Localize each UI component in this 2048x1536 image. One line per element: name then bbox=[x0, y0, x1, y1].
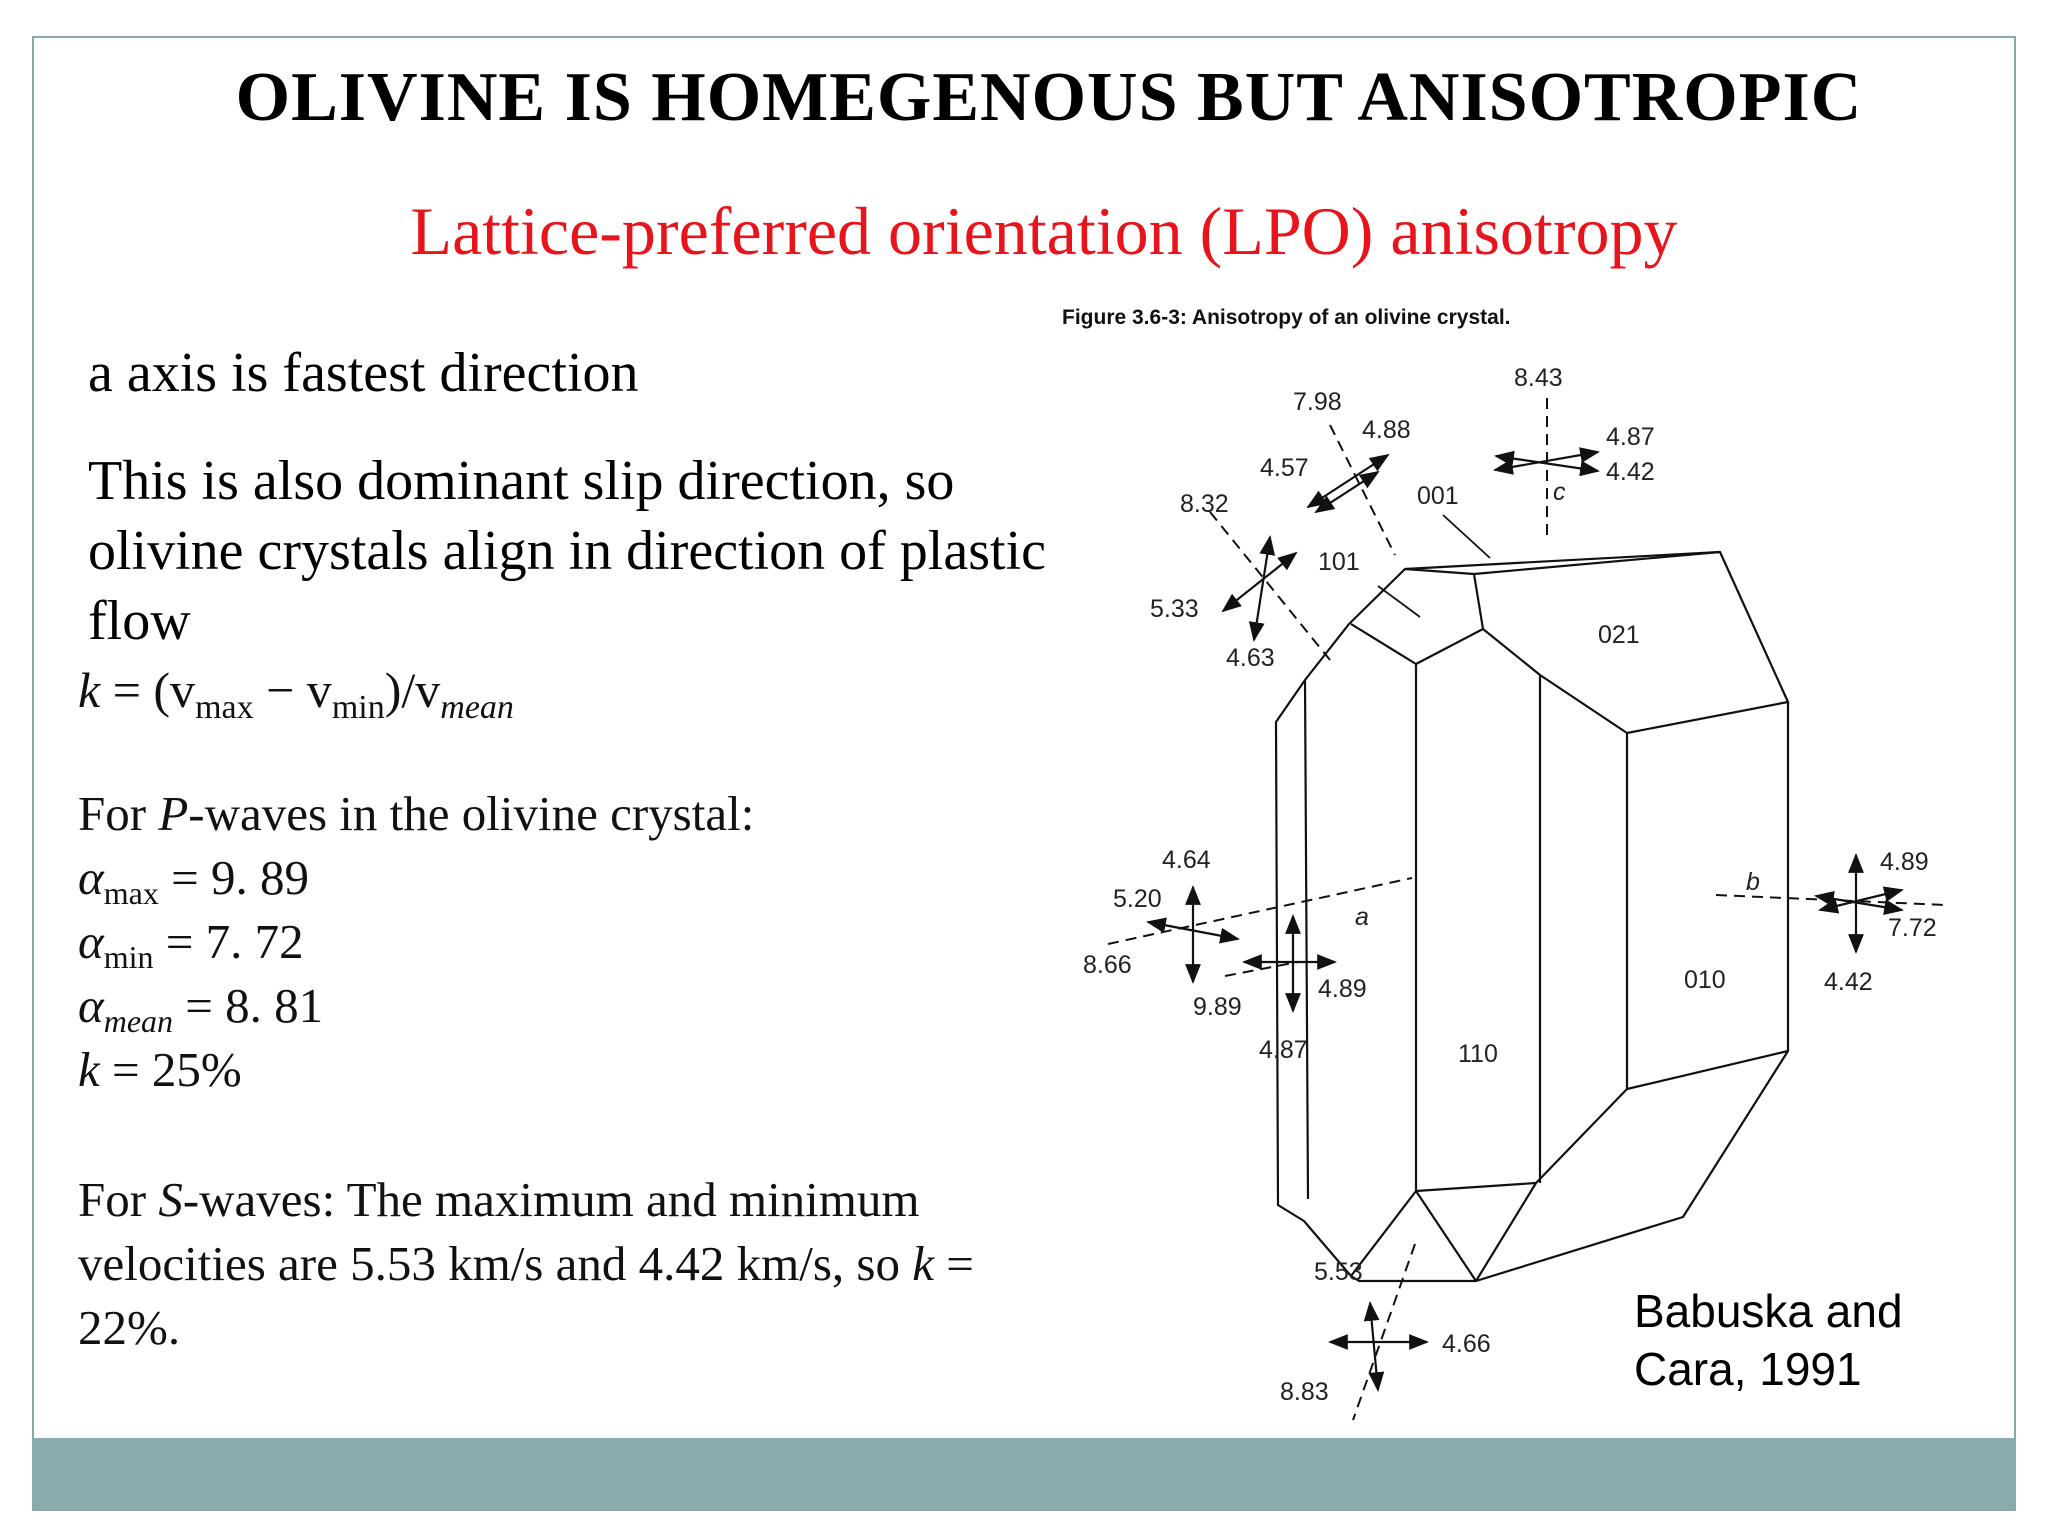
face-010-label: 010 bbox=[1684, 966, 1726, 994]
formula-eq: = (v bbox=[100, 662, 196, 718]
label-9-89: 9.89 bbox=[1193, 993, 1242, 1021]
label-4-64: 4.64 bbox=[1162, 846, 1211, 874]
label-4-42-b: 4.42 bbox=[1824, 968, 1873, 996]
p-intro-a: For bbox=[78, 786, 159, 841]
citation-line-2: Cara, 1991 bbox=[1634, 1343, 1862, 1395]
formula-minus: − v bbox=[253, 662, 332, 718]
s-text-a: For bbox=[78, 1172, 159, 1227]
label-4-66: 4.66 bbox=[1442, 1330, 1491, 1358]
arrow-4-63 bbox=[1254, 537, 1270, 640]
arrow-5-53 bbox=[1370, 1303, 1378, 1390]
a-axis-tail bbox=[1225, 962, 1298, 976]
k-p-value: = 25% bbox=[99, 1042, 242, 1097]
k-symbol: k bbox=[78, 1042, 100, 1097]
s-text-s: S bbox=[158, 1172, 183, 1227]
face-101-leader bbox=[1378, 586, 1420, 617]
formula-max: max bbox=[195, 689, 254, 726]
label-8-66: 8.66 bbox=[1083, 951, 1132, 979]
citation-line-1: Babuska and bbox=[1634, 1285, 1903, 1337]
slide-subtitle: Lattice-preferred orientation (LPO) anisotropy bbox=[410, 193, 1678, 269]
s-text-b: -waves: The maximum and minimum velocities are 5.53 km/s and 4.42 km/s, so bbox=[78, 1172, 920, 1291]
alpha-symbol: α bbox=[78, 850, 104, 905]
label-4-87-c: 4.87 bbox=[1606, 423, 1655, 451]
s-text-c: = 22%. bbox=[78, 1236, 974, 1355]
label-5-33: 5.33 bbox=[1150, 595, 1199, 623]
alpha-max-sub: max bbox=[103, 875, 159, 911]
label-7-72: 7.72 bbox=[1888, 914, 1937, 942]
formula-min: min bbox=[331, 689, 385, 726]
formula-div: )/v bbox=[384, 662, 441, 718]
label-4-88: 4.88 bbox=[1362, 416, 1411, 444]
alpha-mean-value: = 8. 81 bbox=[173, 978, 324, 1033]
bullet-fastest-direction: a axis is fastest direction bbox=[88, 342, 639, 404]
s-text-k: k bbox=[912, 1236, 934, 1291]
b-axis-line bbox=[1716, 895, 1946, 905]
alpha-min-value: = 7. 72 bbox=[153, 914, 304, 969]
bullet-slip-direction: This is also dominant slip direction, so olivine crystals align in direction of plastic flow bbox=[88, 450, 1046, 652]
axis-8-32-line bbox=[1210, 512, 1330, 660]
formula-mean: mean bbox=[440, 689, 514, 726]
b-axis-letter: b bbox=[1746, 868, 1760, 896]
label-7-98: 7.98 bbox=[1293, 388, 1342, 416]
arrow-4-57 bbox=[1316, 472, 1378, 512]
face-021-label: 021 bbox=[1598, 621, 1640, 649]
crystal-outline bbox=[1276, 552, 1788, 1281]
label-8-83: 8.83 bbox=[1280, 1378, 1329, 1406]
label-8-32: 8.32 bbox=[1180, 490, 1229, 518]
figure-caption: Figure 3.6-3: Anisotropy of an olivine crystal. bbox=[1062, 306, 1511, 329]
face-101-label: 101 bbox=[1318, 548, 1360, 576]
face-001-label: 001 bbox=[1417, 482, 1459, 510]
axis-7-98-line bbox=[1330, 425, 1395, 555]
alpha-symbol: α bbox=[78, 978, 104, 1033]
label-4-89-b: 4.89 bbox=[1880, 848, 1929, 876]
label-5-53: 5.53 bbox=[1314, 1258, 1363, 1286]
label-4-42-c: 4.42 bbox=[1606, 458, 1655, 486]
alpha-mean-sub: mean bbox=[103, 1003, 174, 1039]
p-intro-p: P bbox=[158, 786, 189, 841]
velocity-labels bbox=[1083, 364, 1937, 1406]
p-intro-b: -waves in the olivine crystal: bbox=[188, 786, 755, 841]
label-5-20: 5.20 bbox=[1113, 885, 1162, 913]
c-axis-letter: c bbox=[1553, 478, 1566, 506]
label-4-57: 4.57 bbox=[1260, 454, 1309, 482]
a-axis-letter: a bbox=[1355, 903, 1369, 931]
face-001-leader bbox=[1443, 515, 1490, 558]
alpha-max-value: = 9. 89 bbox=[158, 850, 309, 905]
face-110-label: 110 bbox=[1458, 1040, 1498, 1068]
slide-title: OLIVINE IS HOMEGENOUS BUT ANISOTROPIC bbox=[235, 59, 1863, 136]
alpha-min-sub: min bbox=[103, 939, 154, 975]
label-4-63: 4.63 bbox=[1226, 644, 1275, 672]
alpha-symbol: α bbox=[78, 914, 104, 969]
label-8-43: 8.43 bbox=[1514, 364, 1563, 392]
formula-k: k bbox=[78, 662, 101, 718]
label-4-89-a: 4.89 bbox=[1318, 975, 1367, 1003]
label-4-87-a: 4.87 bbox=[1259, 1036, 1308, 1064]
